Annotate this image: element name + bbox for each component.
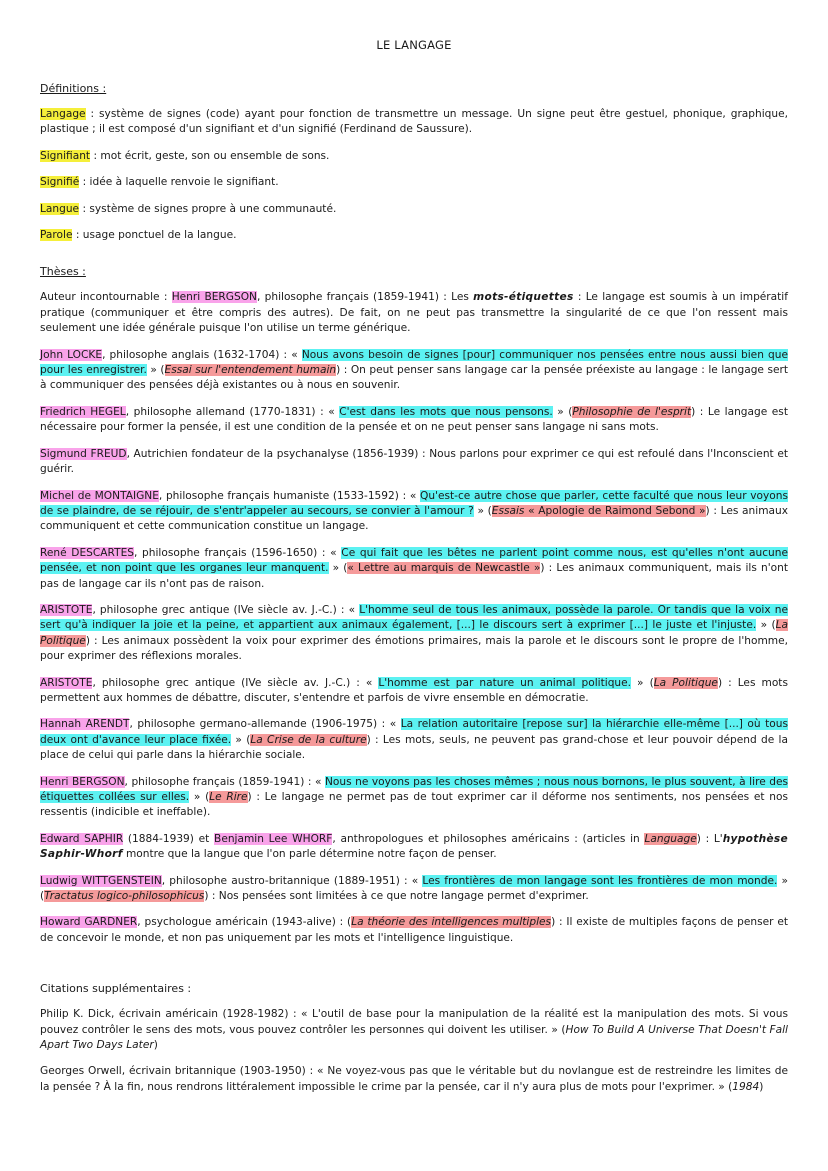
definition: Langue : système de signes propre à une communauté. [40,202,337,215]
quote: Nous ne voyons pas les choses mêmes ; nous nous bornons, le plus souvent, à lire des étiquettes collées sur elles. [40,775,788,803]
quote: Les frontières de mon langage sont les frontières de mon monde. [422,874,778,887]
thesis-entry: René DESCARTES, philosophe français (1596-1650) : « Ce qui fait que les bêtes ne parlent point comme nous, est qu'elles n'ont aucune pensée, et non point que les organes leur manquent. » (« Lettre au marquis de Newcastle ») : Les animaux communiquent, mais ils n'ont pas de langage car ils n'ont pas de raison. [40,546,788,590]
author-name: ARISTOTE [40,676,93,689]
quote: Ce qui fait que les bêtes ne parlent point comme nous, est qu'elles n'ont aucune pensée, et non point que les organes leur manquent. [40,546,788,575]
work-title: Language [644,832,697,845]
work-title: Philosophie de l'esprit [572,405,692,418]
work-title: La théorie des intelligences multiples [351,916,552,929]
definition: Signifiant : mot écrit, geste, son ou ensemble de sons. [40,149,330,162]
author-name: ARISTOTE [40,603,93,616]
thesis-entry: Howard GARDNER, psychologue américain (1943-alive) : (La théorie des intelligences multiples) : Il existe de multiples façons de penser et de concevoir le monde, et non pas uniquement par les mots et l'intelligence linguistique. [40,916,788,944]
definition-term: Signifié [40,176,80,189]
work-title: Tractatus logico-philosophicus [44,890,205,903]
author-name: Edward SAPHIR [40,832,124,845]
work-subtitle: « Apologie de Raimond Sebond » [524,504,706,517]
work-title: La Crise de la culture [250,733,367,746]
quote: Nous avons besoin de signes [pour] communiquer nos pensées entre nous aussi bien que pour les enregistrer. [40,348,788,377]
quote: La relation autoritaire [repose sur] la hiérarchie elle-même [...] où tous deux ont d'avance leur place fixée. [40,718,788,746]
section-heading-theses: Thèses : [40,265,86,279]
work-title: Le Rire [209,791,248,803]
thesis-entry: Friedrich HEGEL, philosophe allemand (1770-1831) : « C'est dans les mots que nous pensons. » (Philosophie de l'esprit) : Le langage est nécessaire pour former la pensée, il est une condition de la pensée et on ne peut penser sans langage ni sans mots. [40,405,788,434]
author-name: Henri BERGSON [40,775,125,788]
key-concept: hypothèse Saphir-Whorf [40,832,788,861]
work-title: La Politique [653,676,718,689]
thesis-entry: Auteur incontournable : Henri BERGSON, philosophe français (1859-1941) : Les mots-étiquettes : Le langage est soumis à un impératif pratique (communiquer et être compris des autres). De fait, on ne peut pas transmettre la singularité de ce que l'on ressent mais seulement une idée générale puisque l'on utilise un terme générique. [40,291,788,335]
thesis-entry: John LOCKE, philosophe anglais (1632-1704) : « Nous avons besoin de signes [pour] communiquer nos pensées entre nous aussi bien que pour les enregistrer. » (Essai sur l'entendement humain) : On peut penser sans langage car la pensée préexiste au langage : le langage sert à communiquer des pensées déjà existantes ou à nous en souvenir. [40,348,788,392]
section-heading-definitions: Définitions : [40,82,107,95]
definition: Parole : usage ponctuel de la langue. [40,229,237,242]
thesis-entry: Sigmund FREUD, Autrichien fondateur de la psychanalyse (1856-1939) : Nous parlons pour exprimer ce qui est refoulé dans l'Inconscient et guérir. [40,447,788,476]
definition: Signifié : idée à laquelle renvoie le signifiant. [40,176,279,189]
author-name: Ludwig WITTGENSTEIN [40,874,162,887]
author-name: Henri BERGSON [171,291,257,304]
quote: L'homme est par nature un animal politique. [378,676,632,689]
citation-entry: Philip K. Dick, écrivain américain (1928-1982) : « L'outil de base pour la manipulation de la réalité est la manipulation des mots. Si vous pouvez contrôler le sens des mots, vous pouvez contrôler les personnes qui doivent les utiliser. » (How To Build A Universe That Doesn't Fall Apart Two Days Later) [40,1008,788,1052]
definition-term: Parole [40,229,73,242]
quote: C'est dans les mots que nous pensons. [339,405,553,418]
thesis-entry: ARISTOTE, philosophe grec antique (IVe siècle av. J.-C.) : « L'homme est par nature un animal politique. » (La Politique) : Les mots permettent aux hommes de débattre, discuter, s'entendre et parfois de vivre ensemble en démocratie. [40,676,788,704]
page-title: LE LANGAGE [376,38,452,52]
definition-term: Langue [40,202,80,215]
author-name: Sigmund FREUD [40,447,127,460]
quote: L'homme seul de tous les animaux, possède la parole. Or tandis que la voix ne sert qu'à indiquer la joie et la peine, et appartient aux animaux également, [...] le discours sert à exprimer [...] le juste et l'injuste. [40,603,788,632]
thesis-entry: Ludwig WITTGENSTEIN, philosophe austro-britannique (1889-1951) : « Les frontières de mon langage sont les frontières de mon monde. » (Tractatus logico-philosophicus) : Nos pensées sont limitées à ce que notre langage permet d'exprimer. [40,874,788,903]
thesis-entry: Hannah ARENDT, philosophe germano-allemande (1906-1975) : « La relation autoritaire [repose sur] la hiérarchie elle-même [...] où tous deux ont d'avance leur place fixée. » (La Crise de la culture) : Les mots, seuls, ne peuvent pas grand-chose et leur pouvoir dépend de la place de celui qui parle dans la hiérarchie sociale. [40,718,788,762]
author-name: John LOCKE [40,348,103,361]
quote: Qu'est-ce autre chose que parler, cette faculté que nous leur voyons de se plaindre, de se réjouir, de s'entr'appeler au secours, se convier à l'amour ? [40,489,788,517]
definition-term: Signifiant [40,149,91,162]
citation-entry: Georges Orwell, écrivain britannique (1903-1950) : « Ne voyez-vous pas que le véritable but du novlangue est de restreindre les limites de la pensée ? À la fin, nous rendrons littéralement impossible le crime par la pensée, car il n'y aura plus de mots pour l'exprimer. » (1984) [40,1065,788,1093]
thesis-entry: Henri BERGSON, philosophe français (1859-1941) : « Nous ne voyons pas les choses mêmes ; nous nous bornons, le plus souvent, à lire des étiquettes collées sur elles. » (Le Rire) : Le langage ne permet pas de tout exprimer car il déforme nos sentiments, nos pensées et nos ressentis (indicible et ineffable). [40,775,788,819]
definition-term: Langage [40,108,86,120]
author-name: Howard GARDNER [40,916,138,929]
work-title: « Lettre au marquis de Newcastle » [347,562,541,575]
key-concept: mots-étiquettes [473,291,574,304]
author-name: Hannah ARENDT [40,718,130,731]
work-title: Essais [491,504,525,517]
work-title: Essai sur l'entendement humain [164,364,337,377]
author-name: Michel de MONTAIGNE [40,489,159,502]
author-name: Benjamin Lee WHORF [214,832,333,845]
thesis-entry: ARISTOTE, philosophe grec antique (IVe siècle av. J.-C.) : « L'homme seul de tous les animaux, possède la parole. Or tandis que la voix ne sert qu'à indiquer la joie et la peine, et appartient aux animaux également, [...] le discours sert à exprimer [...] le juste et l'injuste. » (La Politique) : Les animaux possèdent la voix pour exprimer des émotions primaires, mais la parole et le discours sont le propre de l'homme, pour exprimer des réflexions morales. [40,603,788,663]
section-heading-citations: Citations supplémentaires : [40,982,192,996]
definition: Langage : système de signes (code) ayant pour fonction de transmettre un message. Un signe peut être gestuel, phonique, graphique, plastique ; il est composé d'un signifiant et d'un signifié (Ferdinand de Saussure). [40,108,788,136]
author-name: Friedrich HEGEL [40,405,126,418]
author-name: René DESCARTES [40,546,135,559]
thesis-entry: Michel de MONTAIGNE, philosophe français humaniste (1533-1592) : « Qu'est-ce autre chose que parler, cette faculté que nous leur voyons de se plaindre, de se réjouir, de s'entr'appeler au secours, se convier à l'amour ? » (Essais « Apologie de Raimond Sebond ») : Les animaux communiquent et cette communication constitue un langage. [40,489,789,533]
thesis-entry: Edward SAPHIR (1884-1939) et Benjamin Lee WHORF, anthropologues et philosophes américains : (articles in Language) : L'hypothèse Saphir-Whorf montre que la langue que l'on parle détermine notre façon de penser. [40,832,788,861]
work-title: How To Build A Universe That Doesn't Fall Apart Two Days Later [40,1023,788,1052]
work-title: 1984 [732,1080,760,1093]
work-title: La Politique [40,619,788,647]
